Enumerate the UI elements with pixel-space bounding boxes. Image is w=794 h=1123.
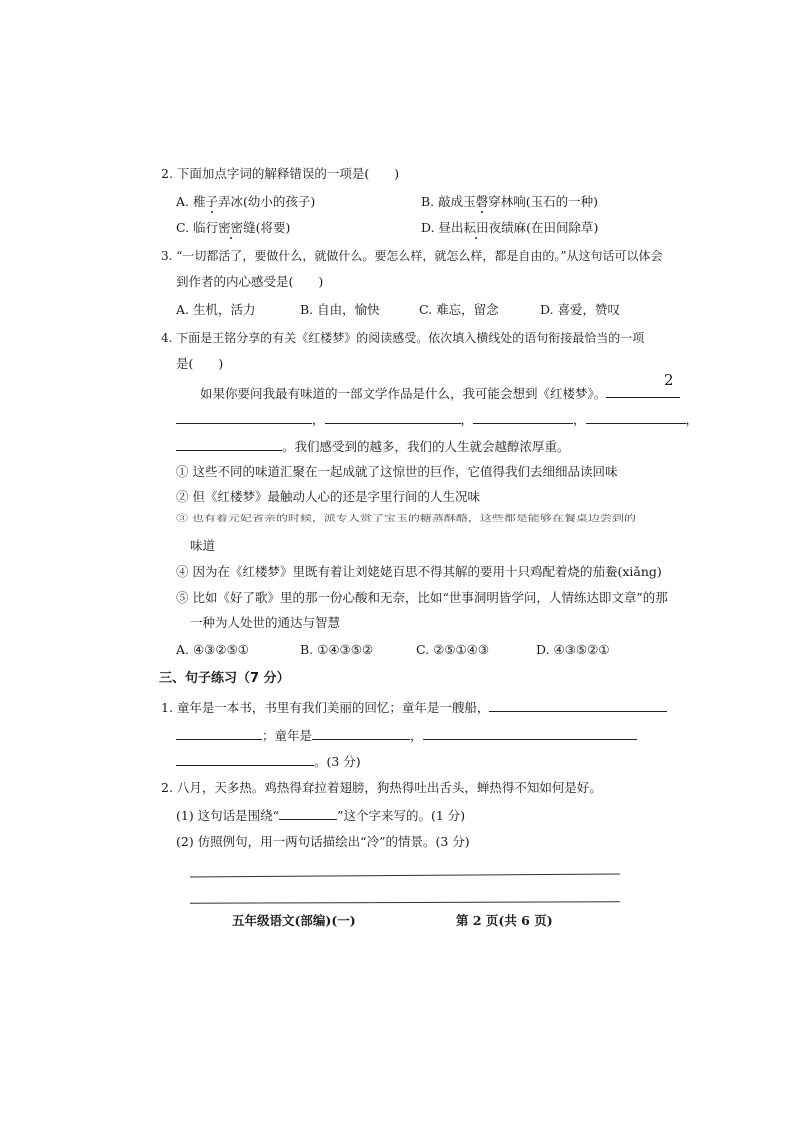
q4-item-5: ⑤ 比如《好了歌》里的那一份心酸和无奈，比如“世事洞明皆学问，人情练达即文章”的那 [176, 590, 668, 605]
answer-blank[interactable] [279, 806, 337, 820]
answer-blank[interactable] [176, 437, 282, 451]
s3-q2-sub2: (2) 仿照例句，用一两句话描绘出“冷”的情景。(3 分) [176, 834, 470, 849]
footer-page-info: 第 2 页(共 6 页) [456, 913, 553, 928]
q4-passage-blanks: ， ， ， ， [176, 410, 698, 429]
q4-item-2: ② 但《红楼梦》最触动人心的还是字里行间的人生况味 [176, 489, 480, 504]
answer-blank[interactable] [176, 752, 314, 766]
answer-blank[interactable] [312, 726, 410, 740]
dotted-char: 密密 [218, 220, 244, 235]
answer-blank[interactable] [473, 410, 573, 424]
s3-q1-line2: ；童年是 ， [176, 726, 637, 745]
q4-option-b: B. ①④③⑤② [300, 642, 374, 657]
answer-blank[interactable] [176, 726, 262, 740]
q4-item-3: ③ 也有着元妃省亲的时候，派专人赏了宝玉的糖蒸酥酪，这些都是能够在餐桌边尝到的 [176, 513, 636, 524]
answer-line[interactable] [190, 901, 620, 904]
q4-stem-line1: 4. 下面是王铭分享的有关《红楼梦》的阅读感受。依次填入横线处的语句衔接最恰当的一项 [161, 331, 645, 345]
s3-q1-line3: 。(3 分) [176, 752, 361, 771]
s3-q1-line1: 1. 童年是一本书，书里有我们美丽的回忆；童年是一艘船， [161, 698, 667, 717]
section-title: 三、句子练习（7 分） [159, 671, 290, 686]
footer-subject: 五年级语文(部编)(一) [232, 913, 356, 928]
side-page-number: 2 [664, 371, 674, 389]
q4-option-d: D. ④③⑤②① [536, 642, 610, 657]
q3-stem-line2: 到作者的内心感受是( ) [176, 274, 324, 289]
q4-item-4: ④ 因为在《红楼梦》里既有着让刘姥姥百思不得其解的要用十只鸡配着烧的茄鲞(xiǎng) [176, 564, 662, 579]
q2-option-d: D. 昼出耘田夜绩麻(在田间除草) [421, 220, 599, 235]
s3-q2-stem: 2. 八月，天多热。鸡热得耷拉着翅膀，狗热得吐出舌头，蝉热得不知如何是好。 [161, 780, 602, 795]
dotted-char: 磬 [475, 194, 489, 209]
q2-option-c: C. 临行密密缝(将要) [176, 220, 291, 235]
q4-option-a: A. ④③②⑤① [176, 642, 250, 657]
q2-stem: 2. 下面加点字词的解释错误的一项是( ) [161, 166, 400, 181]
q2-option-b: B. 敲成玉磬穿林响(玉石的一种) [421, 194, 598, 209]
q4-option-c: C. ②⑤①④③ [416, 642, 490, 657]
answer-blank[interactable] [423, 726, 637, 740]
q4-item-5-cont: 一种为人处世的通达与智慧 [190, 615, 341, 630]
s3-q2-sub1: (1) 这句话是围绕“ ”这个字来写的。(1 分) [176, 808, 466, 823]
answer-blank[interactable] [489, 698, 667, 712]
q4-passage-end: 。我们感受到的越多，我们的人生就会越醇浓厚重。 [176, 437, 570, 456]
answer-line[interactable] [190, 873, 620, 877]
q4-stem-line2: 是( ) [176, 356, 224, 371]
q4-item-1: ① 这些不同的味道汇聚在一起成就了这惊世的巨作，它值得我们去细细品读回味 [176, 464, 618, 479]
q3-stem-line1: 3. “一切都活了，要做什么，就做什么。要怎么样，就怎么样，都是自由的。”从这句话可以体会 [161, 249, 663, 263]
q3-option-a: A. 生机，活力 [176, 302, 256, 317]
answer-blank[interactable] [586, 410, 686, 424]
dotted-char: 子 [205, 194, 219, 209]
q3-option-c: C. 难忘，留念 [419, 302, 499, 317]
q4-item-3-cont: 味道 [190, 538, 216, 553]
answer-blank[interactable] [176, 410, 312, 424]
answer-blank[interactable] [325, 410, 461, 424]
q3-option-d: D. 喜爱，赞叹 [540, 302, 621, 317]
q3-option-b: B. 自由，愉快 [300, 302, 380, 317]
dotted-char: 耘田 [463, 220, 489, 235]
q4-passage-start: 如果你要问我最有味道的一部文学作品是什么，我可能会想到《红楼梦》。 [200, 384, 680, 403]
q2-option-a: A. 稚子弄冰(幼小的孩子) [176, 194, 316, 209]
